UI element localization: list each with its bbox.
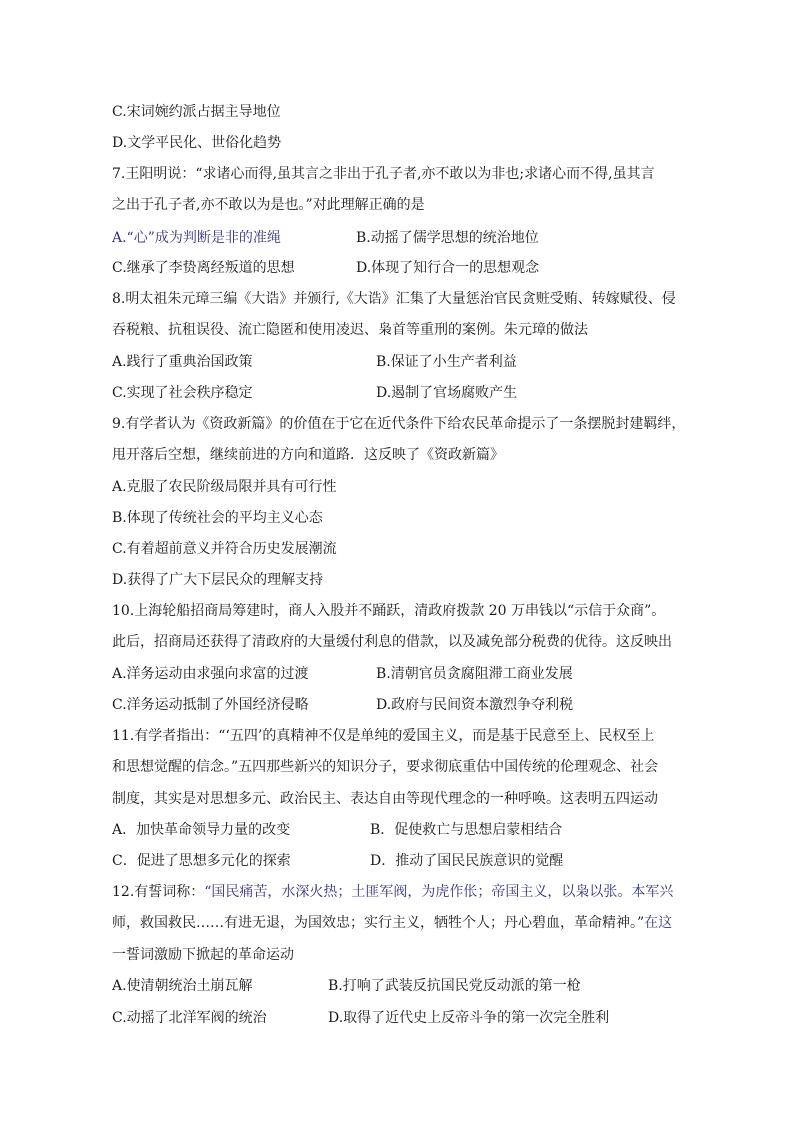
q9-option-a: A.克服了农民阶级局限并具有可行性 — [112, 479, 337, 495]
q11-stem-line1: 11.有学者指出：“‘五四’的真精神不仅是单纯的爱国主义，而是基于民意至上、民权至上 — [112, 728, 655, 744]
q12-option-d: D.取得了近代史上反帝斗争的第一次完全胜利 — [328, 1010, 610, 1026]
q10-stem-line1: 10.上海轮船招商局筹建时，商人入股并不踊跃，清政府拨款 20 万串钱以“示信于众商”。 — [112, 603, 666, 619]
q12-stem-prefix: 12.有誓词称： — [112, 884, 205, 900]
q12-option-c: C.动摇了北洋军阀的统治 — [112, 1010, 267, 1026]
q7-option-d: D.体现了知行合一的思想观念 — [356, 260, 540, 276]
q6-option-d: D.文学平民化、世俗化趋势 — [112, 135, 282, 151]
q8-option-d: D.遏制了官场腐败产生 — [376, 385, 518, 401]
q7-option-b: B.动摇了儒学思想的统治地位 — [356, 230, 539, 246]
q11-stem-line3: 制度，其实是对思想多元、政治民主、表达自由等现代理念的一种呼唤。这表明五四运动 — [112, 791, 658, 807]
q8-option-a: A.践行了重典治国政策 — [112, 354, 253, 370]
q10-option-c: C.洋务运动抵制了外国经济侵略 — [112, 697, 309, 713]
q7-stem-line2: 之出于孔子者,亦不敢以为是也。”对此理解正确的是 — [112, 197, 425, 213]
q11-option-a: A．加快革命领导力量的改变 — [112, 822, 291, 838]
q10-option-a: A.洋务运动由求强向求富的过渡 — [112, 666, 309, 682]
q12-oath-quote-part1: “国民痛苦，水深火热；土匪军阀，为虎作伥；帝国主义，以枭以张。本军兴 — [204, 884, 674, 900]
q10-option-d: D.政府与民间资本激烈争夺利税 — [376, 697, 574, 713]
q12-option-b: B.打响了武装反抗国民党反动派的第一枪 — [328, 978, 581, 994]
q7-stem-line1: 7.王阳明说：“求诸心而得,虽其言之非出于孔子者,亦不敢以为非也;求诸心而不得,虽其言 — [112, 166, 655, 182]
q12-stem-line1 — [112, 882, 673, 902]
q11-option-b: B．促使救亡与思想启蒙相结合 — [370, 822, 563, 838]
q6-option-c: C.宋词婉约派占据主导地位 — [112, 104, 281, 120]
q7-option-c: C.继承了李贽离经叛道的思想 — [112, 260, 295, 276]
q12-stem-line3: 一誓词激励下掀起的革命运动 — [112, 947, 294, 963]
q8-option-b: B.保证了小生产者利益 — [376, 354, 517, 370]
q11-option-c: C．促进了思想多元化的探索 — [112, 853, 291, 869]
q9-option-d: D.获得了广大下层民众的理解支持 — [112, 572, 324, 588]
q8-stem-line1: 8.明太祖朱元璋三编《大诰》并颁行,《大诰》汇集了大量惩治官民贪赃受贿、转嫁赋役、侵 — [112, 291, 676, 307]
q12-option-a: A.使清朝统治土崩瓦解 — [112, 978, 253, 994]
q11-option-d: D．推动了国民民族意识的觉醒 — [370, 853, 564, 869]
q9-stem-line2: 甩开落后空想，继续前进的方向和道路．这反映了《资政新篇》 — [112, 447, 504, 463]
q12-oath-quote-part2: 师，救国救民……有进无退，为国效忠；实行主义，牺牲个人；丹心碧血，革命精神。” — [112, 915, 645, 931]
q12-stem-suffix: 在这 — [644, 915, 673, 931]
q9-option-c: C.有着超前意义并符合历史发展潮流 — [112, 541, 337, 557]
q11-stem-line2: 和思想觉醒的信念。”五四那些新兴的知识分子，要求彻底重估中国传统的伦理观念、社会 — [112, 759, 659, 775]
q8-stem-line2: 吞税粮、抗租误役、流亡隐匿和使用凌迟、枭首等重刑的案例。朱元璋的做法 — [112, 322, 588, 338]
q10-option-b: B.清朝官员贪腐阻滞工商业发展 — [376, 666, 573, 682]
q10-stem-line2: 此后，招商局还获得了清政府的大量缓付利息的借款，以及减免部分税费的优待。这反映出 — [112, 634, 672, 650]
q8-option-c: C.实现了社会秩序稳定 — [112, 385, 253, 401]
q9-stem-line1: 9.有学者认为《资政新篇》的价值在于它在近代条件下给农民革命提示了一条摆脱封建羁绊， — [112, 416, 686, 432]
q9-option-b: B.体现了传统社会的平均主义心态 — [112, 510, 323, 526]
q7-option-a: A.“心”成为判断是非的准绳 — [112, 230, 281, 246]
q12-stem-line2 — [112, 913, 672, 933]
